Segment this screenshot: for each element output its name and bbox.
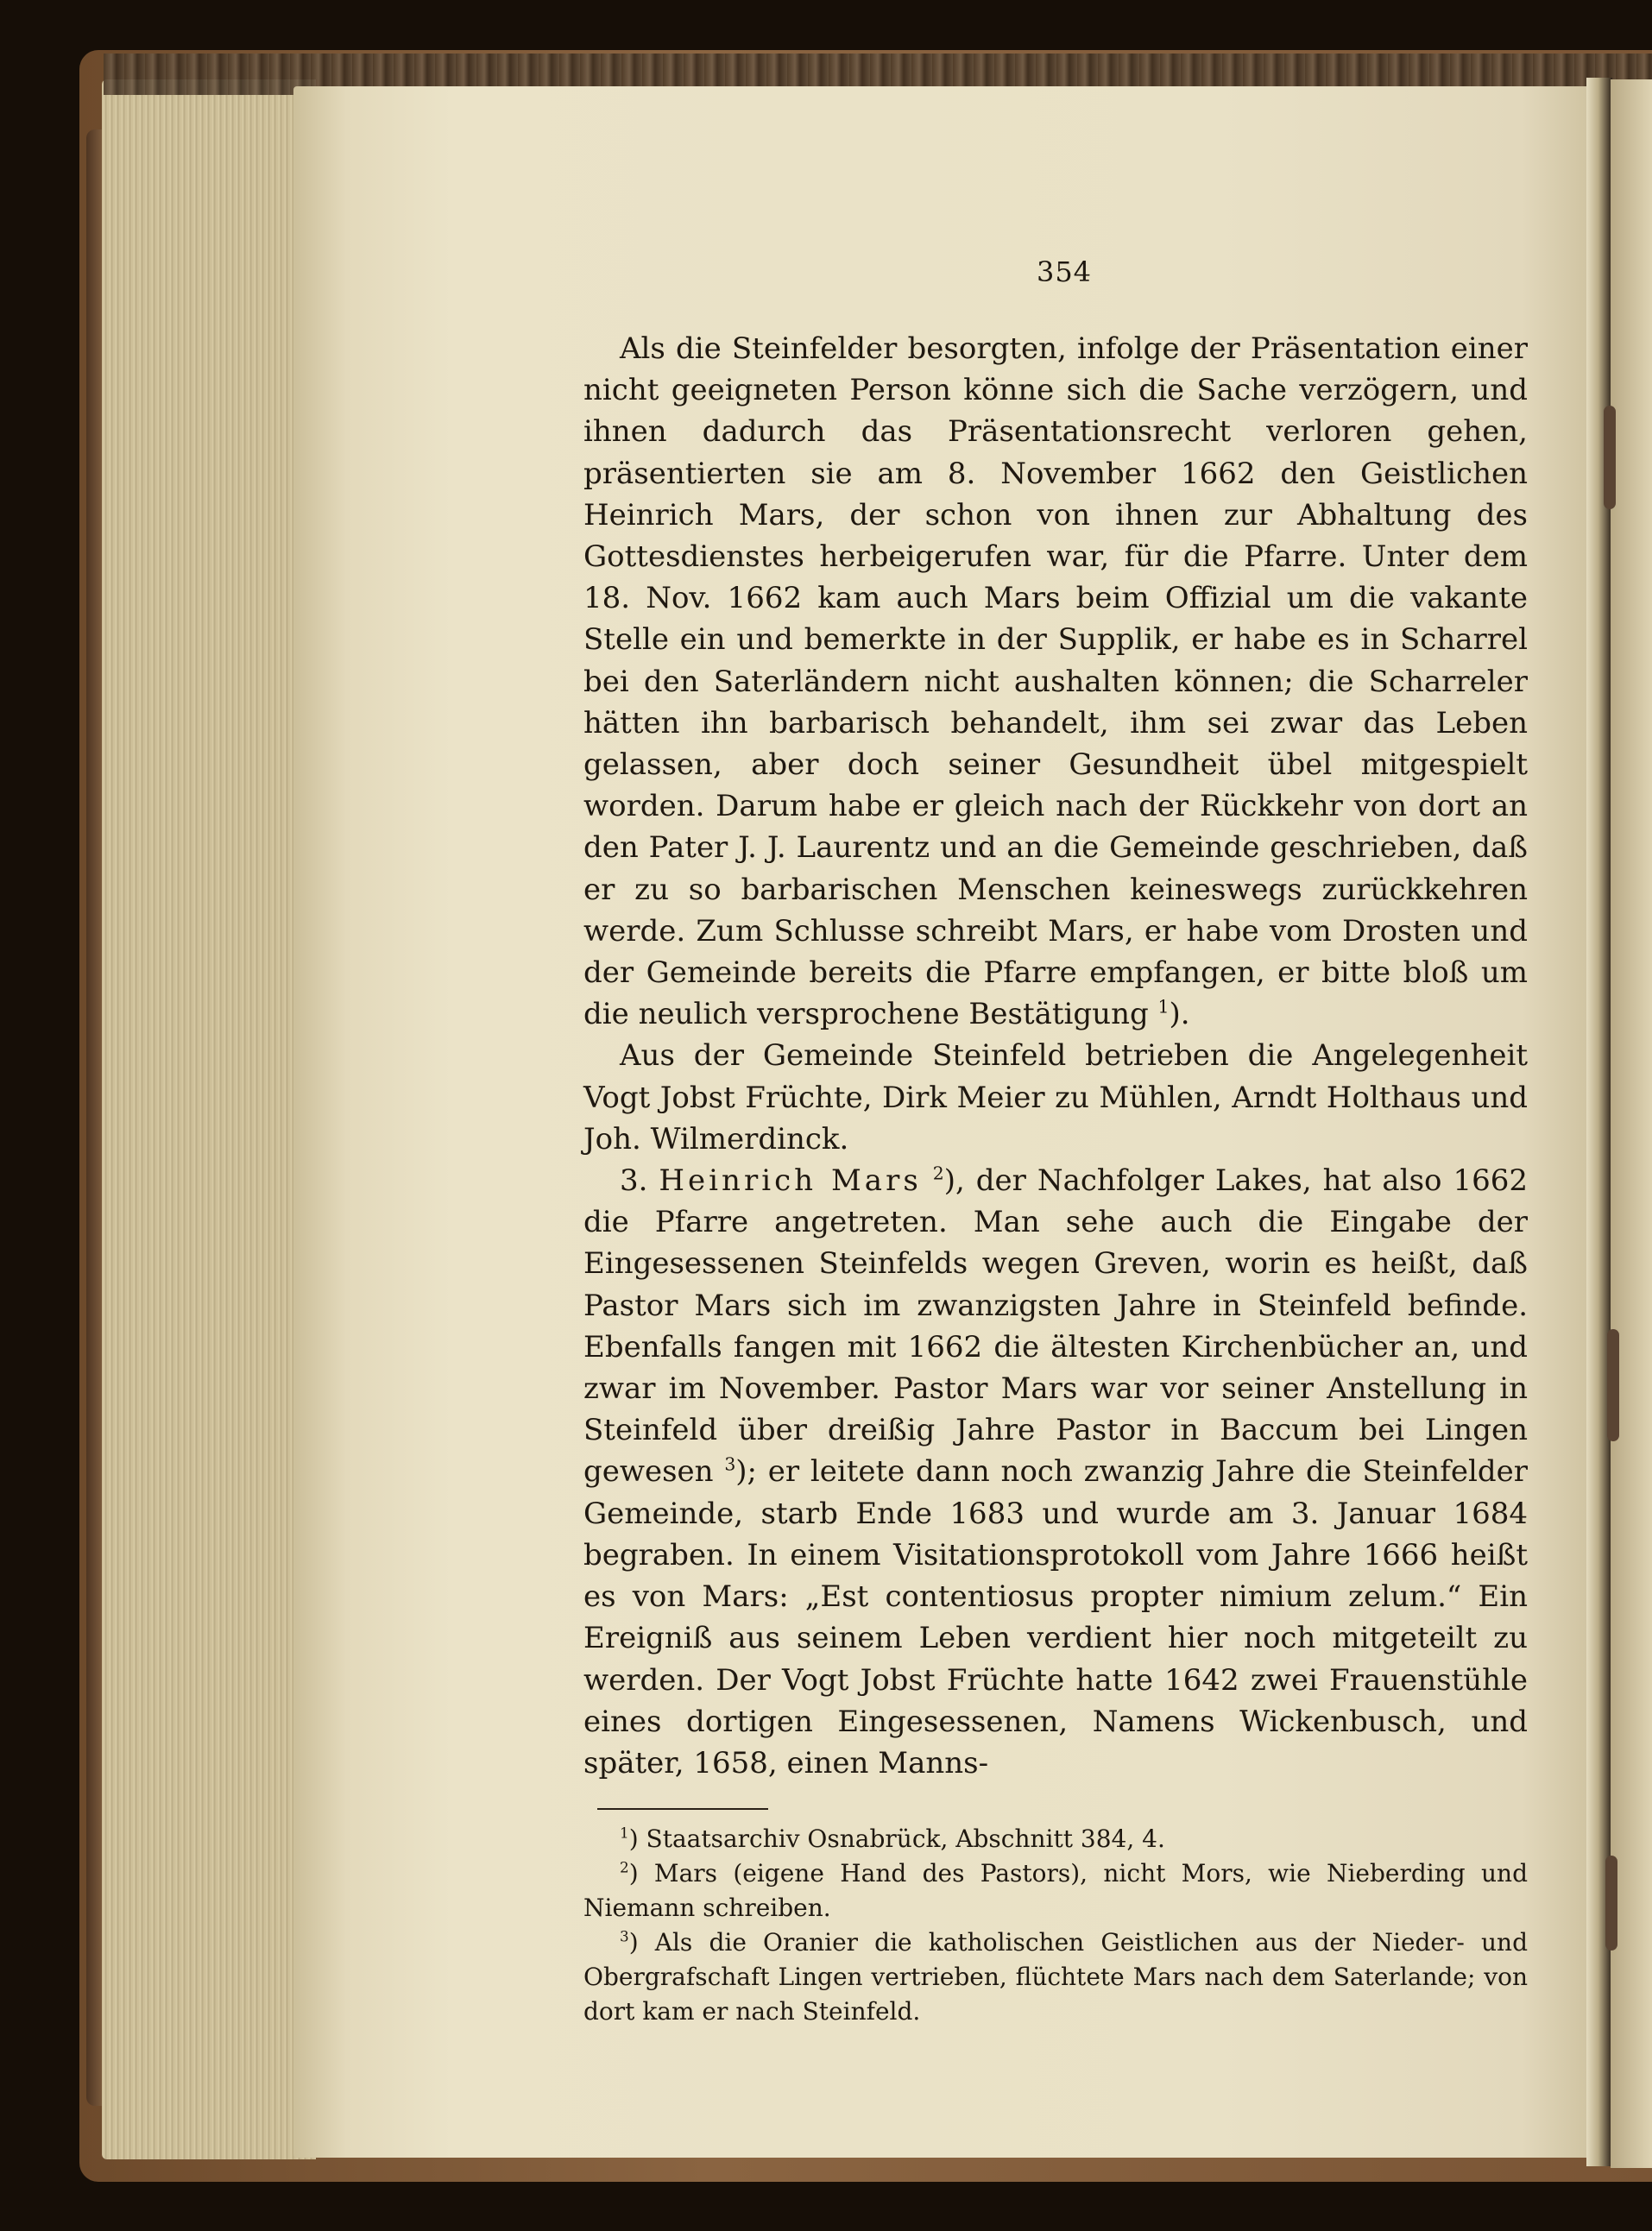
paragraph-3-text-a: ), der Nachfolger Lakes, hat also 1662 die Pfarre angetreten. Man sehe auch die Eingabe der Eingesessenen Steinfelds wegen Greven, worin es heißt, daß Pastor Mars sich im zwanzigsten Jahre in Steinfeld befinde. Ebenfalls fangen mit 1662 die ältesten Kirchenbücher an, und zwar im November. Pastor Mars war vor seiner Anstellung in Steinfeld über dreißig Jahre Pastor in Baccum bei Lingen gewesen xyxy=(583,1163,1528,1490)
paragraph-3-lead: 3. xyxy=(620,1163,659,1199)
paragraph-1-end: ). xyxy=(1169,997,1190,1032)
footnote-2-text: ) Mars (eigene Hand des Pastors), nicht Mors, wie Nieberding und Niemann schreiben. xyxy=(583,1859,1528,1923)
footnote-1-mark: 1 xyxy=(620,1824,629,1842)
footnote-3 xyxy=(583,1925,1528,2029)
page-number: 354 xyxy=(1036,255,1093,288)
page-tear-mark xyxy=(1604,406,1616,509)
page-tear-mark xyxy=(1605,1856,1617,1951)
footnote-3-mark: 3 xyxy=(620,1927,629,1945)
paragraph-3-name: Heinrich Mars xyxy=(659,1163,922,1199)
paragraph-2: Aus der Gemeinde Steinfeld betrieben die Angelegenheit Vogt Jobst Früchte, Dirk Meier zu Mühlen, Arndt Holthaus und Joh. Wilmerdinck. xyxy=(583,1038,1528,1156)
paragraph-1 xyxy=(583,328,1528,1035)
footnote-3-text: ) Als die Oranier die katholischen Geistlichen aus der Nieder- und Obergrafschaft Lingen vertrieben, flüchtete Mars nach dem Saterlande; von dort kam er nach Steinfeld. xyxy=(583,1928,1528,2026)
paragraph-1-text: Als die Steinfelder besorgten, infolge der Präsentation einer nicht geeigneten Person könne sich die Sache verzögern, und ihnen dadurch das Präsentationsrecht verloren gehen, präsentierten sie am 8. November 1662 den Geistlichen Heinrich Mars, der schon von ihnen zur Abhaltung des Gottesdienstes herbeigerufen war, für die Pfarre. Unter dem 18. Nov. 1662 kam auch Mars beim Offizial um die vakante Stelle ein und bemerkte in der Supplik, er habe es in Scharrel bei den Saterländern nicht aushalten können; die Scharreler hätten ihn barbarisch behandelt, ihm sei zwar das Leben gelassen, aber doch seiner Gesundheit übel mitgespielt worden. Darum habe er gleich nach der Rückkehr von dort an den Pater J. J. Laurentz und an die Gemeinde geschrieben, daß er zu so barbarischen Menschen keineswegs zurückkehren werde. Zum Schlusse schreibt Mars, er habe vom Drosten und der Gemeinde bereits die Pfarre empfangen, er bitte bloß um die neulich versprochene Bestätigung xyxy=(583,331,1528,1032)
page-content xyxy=(583,255,1528,2029)
page-tear-mark xyxy=(1607,1329,1619,1441)
footnote-1-text: ) Staatsarchiv Osnabrück, Abschnitt 384, 4. xyxy=(628,1825,1165,1854)
footnote-ref-1: 1 xyxy=(1157,996,1170,1018)
book-gutter xyxy=(1586,78,1612,2166)
footnote-divider xyxy=(597,1808,768,1810)
paragraph-3 xyxy=(583,1160,1528,1784)
footnote-2-mark: 2 xyxy=(620,1858,629,1876)
paragraph-3-text-b: ); er leitete dann noch zwanzig Jahre die Steinfelder Gemeinde, starb Ende 1683 und wurde am 3. Januar 1684 begraben. In einem Visitationsprotokoll vom Jahre 1666 heißt es von Mars: „Est contentiosus propter nimium zelum.“ Ein Ereigniß aus seinem Leben verdient hier noch mitgeteilt zu werden. Der Vogt Jobst Früchte hatte 1642 zwei Frauenstühle eines dortigen Eingesessenen, Namens Wickenbusch, und später, 1658, einen Manns- xyxy=(583,1454,1528,1780)
footnote-ref-3: 3 xyxy=(724,1454,736,1476)
footnote-1 xyxy=(583,1822,1528,1856)
facing-page-edge xyxy=(1611,79,1652,2168)
page-stack-edge xyxy=(102,79,316,2159)
footnote-2 xyxy=(583,1856,1528,1925)
footnote-ref-2: 2 xyxy=(932,1163,944,1184)
